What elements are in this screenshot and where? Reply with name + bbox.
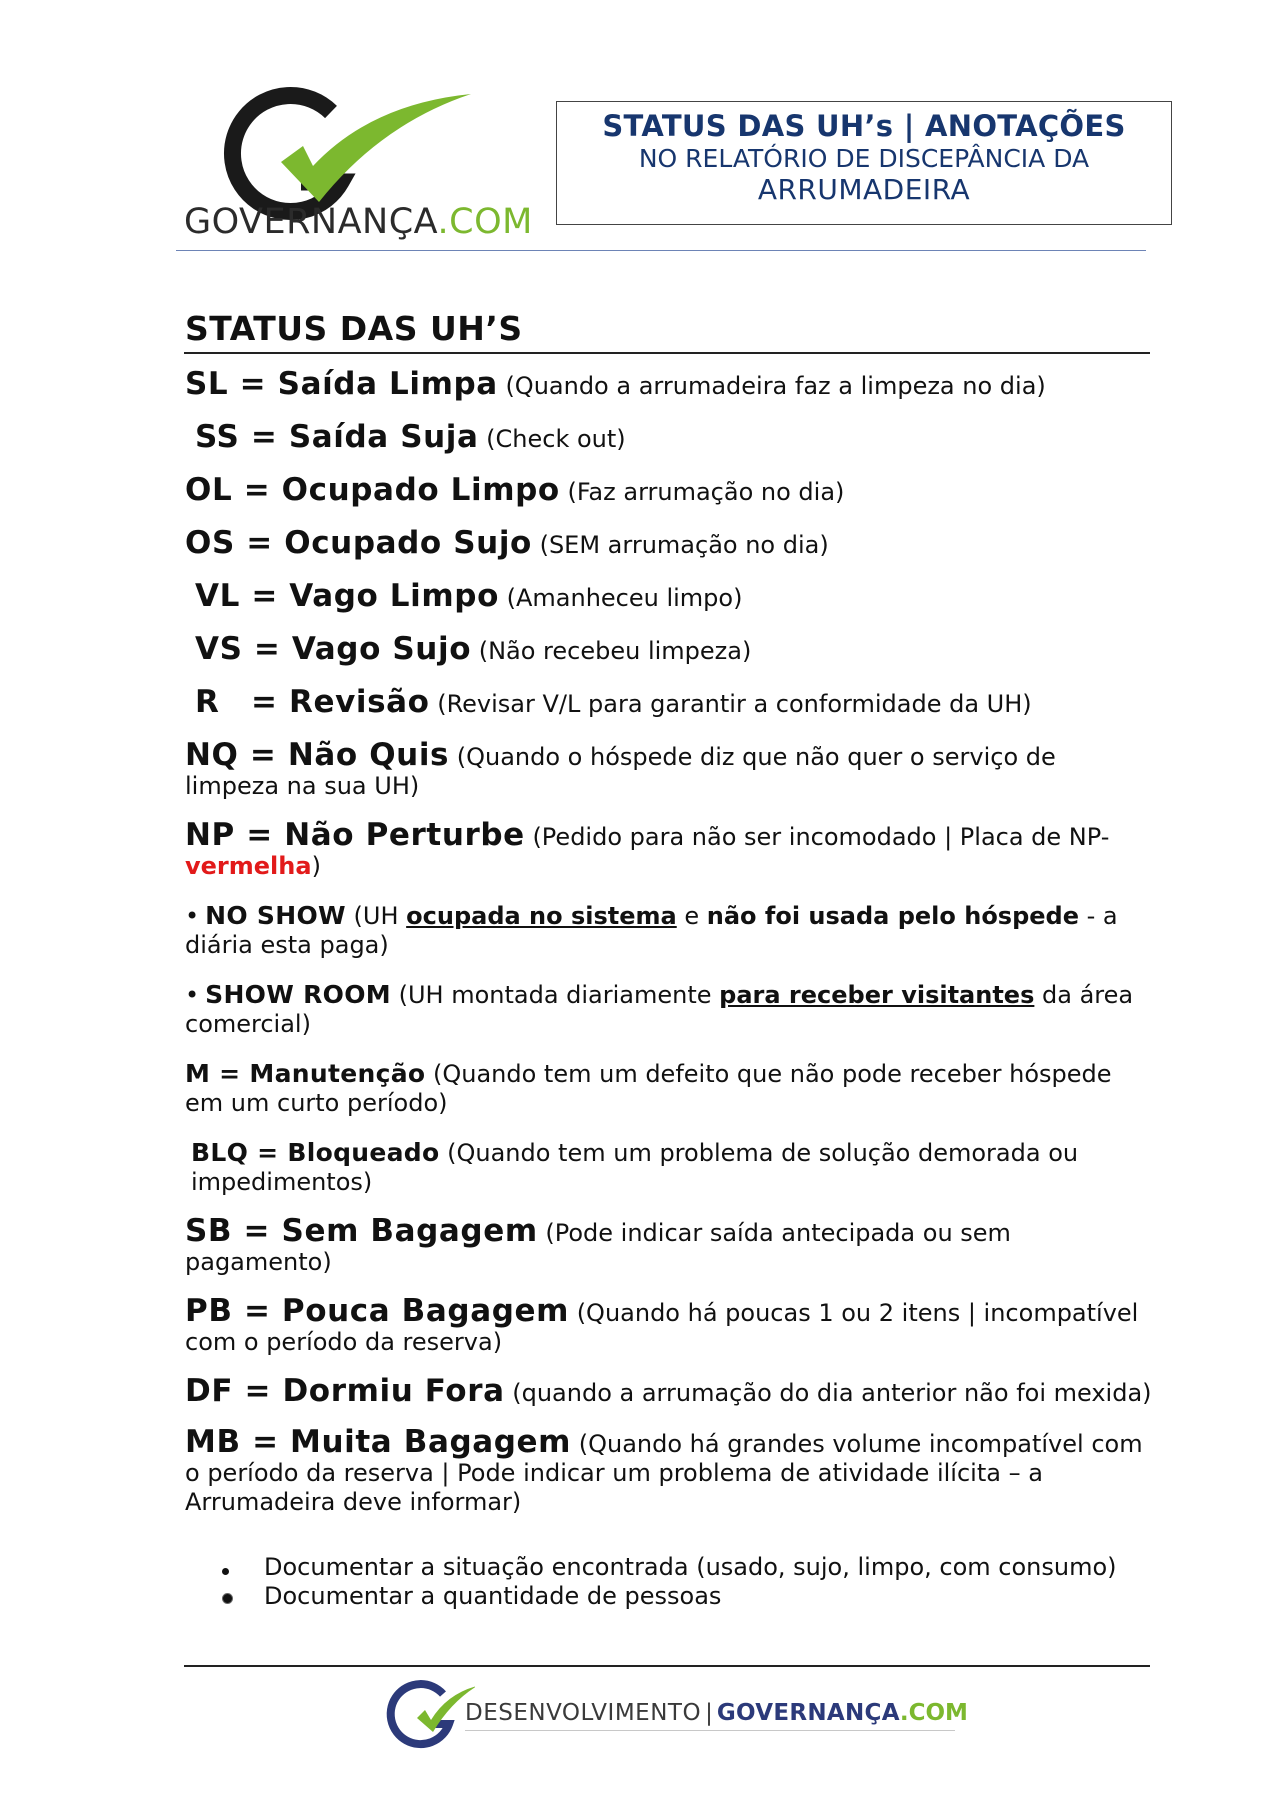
status-code: NQ = Não Quis	[185, 737, 450, 773]
status-entry-sl	[185, 366, 1155, 402]
list-item	[222, 1582, 1117, 1611]
status-desc: (Quando tem um defeito que não pode receber hóspede em um curto período)	[185, 1060, 1112, 1117]
status-code: SS = Saída Suja	[195, 419, 479, 455]
status-desc: (Pode indicar saída antecipada ou sem pagamento)	[185, 1219, 1011, 1276]
status-entry-df	[185, 1373, 1155, 1409]
status-entry-r	[185, 684, 1155, 720]
status-code: NP = Não Perturbe	[185, 817, 525, 853]
status-underline: para receber visitantes	[719, 981, 1035, 1009]
title-line-2: NO RELATÓRIO DE DISCEPÂNCIA DA	[638, 144, 1090, 173]
footer-brand	[465, 1700, 968, 1726]
header-divider	[176, 250, 1146, 251]
status-code: VS = Vago Sujo	[195, 631, 472, 667]
status-desc: e	[676, 902, 707, 930]
status-entry-np	[185, 817, 1155, 881]
status-code: SB = Sem Bagagem	[185, 1213, 538, 1249]
status-desc: (Não recebeu limpeza)	[471, 637, 752, 665]
status-entry-pb	[185, 1293, 1155, 1357]
status-entry-nq	[185, 737, 1155, 801]
note-text: Documentar a quantidade de pessoas	[264, 1582, 722, 1610]
list-item	[222, 1553, 1117, 1582]
status-underline: ocupada no sistema	[406, 902, 677, 930]
section-title: STATUS DAS UH’S	[185, 309, 523, 348]
status-desc: (Amanheceu limpo)	[498, 584, 743, 612]
status-desc: (Quando há poucas 1 ou 2 itens | incompatível com o período da reserva)	[185, 1299, 1139, 1356]
status-code: MB = Muita Bagagem	[185, 1424, 572, 1460]
footer-part-1: DESENVOLVIMENTO	[465, 1700, 702, 1726]
status-code: BLQ = Bloqueado	[191, 1138, 440, 1167]
status-desc: (UH montada diariamente	[390, 981, 720, 1009]
status-code-name: = Revisão	[251, 684, 430, 720]
status-entry-mb	[185, 1424, 1155, 1517]
status-entry-vl	[185, 578, 1155, 614]
status-desc: (Check out)	[478, 425, 626, 453]
bullet-icon: •	[185, 902, 200, 930]
logo-name: GOVERNANÇA	[184, 202, 438, 242]
status-desc: (SEM arrumação no dia)	[531, 531, 829, 559]
status-entry-vs	[185, 631, 1155, 667]
status-list	[185, 366, 1155, 1537]
status-code: PB = Pouca Bagagem	[185, 1293, 570, 1329]
logo-wordmark	[184, 202, 533, 242]
status-entry-sb	[185, 1213, 1155, 1277]
status-code: OL = Ocupado Limpo	[185, 472, 560, 508]
bullet-icon	[222, 1582, 264, 1611]
status-code: NO SHOW	[205, 901, 346, 930]
bullet-icon: •	[185, 981, 200, 1009]
status-code: M = Manutenção	[185, 1059, 426, 1088]
footer-divider	[184, 1665, 1150, 1667]
status-code: OS = Ocupado Sujo	[185, 525, 532, 561]
status-desc: da área comercial)	[185, 981, 1134, 1038]
status-desc: (Quando tem um problema de solução demorada ou impedimentos)	[191, 1139, 1079, 1196]
document-title-box	[556, 101, 1172, 225]
bullet-icon	[222, 1553, 264, 1582]
status-desc: - a diária esta paga)	[185, 902, 1118, 959]
status-desc: (Revisar V/L para garantir a conformidade da UH)	[429, 690, 1032, 718]
status-code: SHOW ROOM	[205, 980, 391, 1009]
status-entry-ol	[185, 472, 1155, 508]
status-desc: (Quando a arrumadeira faz a limpeza no dia)	[497, 372, 1046, 400]
status-desc: (quando a arrumação do dia anterior não foi mexida)	[504, 1379, 1152, 1407]
status-desc: (Pedido para não ser incomodado | Placa de NP-	[524, 823, 1110, 851]
footer-separator: |	[705, 1700, 713, 1726]
status-entry-no-show	[185, 901, 1155, 960]
status-entry-ss	[185, 419, 1155, 455]
status-entry-m	[185, 1059, 1155, 1118]
status-code: DF = Dormiu Fora	[185, 1373, 505, 1409]
logo-domain: .COM	[437, 202, 533, 242]
status-highlight: vermelha	[185, 852, 312, 880]
note-text: Documentar a situação encontrada (usado, sujo, limpo, com consumo)	[264, 1553, 1117, 1581]
status-desc-end: )	[311, 852, 321, 880]
title-line-3: ARRUMADEIRA	[757, 173, 971, 206]
status-entry-show-room	[185, 980, 1155, 1039]
status-code: R	[195, 684, 220, 720]
title-line-1: STATUS DAS UH’s | ANOTAÇÕES	[602, 109, 1126, 143]
footer-underline	[465, 1730, 955, 1731]
status-desc: (UH	[345, 902, 407, 930]
status-desc: (Quando o hóspede diz que não quer o serviço de limpeza na sua UH)	[185, 743, 1056, 800]
section-divider	[184, 352, 1150, 354]
status-bold: não foi usada pelo hóspede	[706, 902, 1079, 930]
footer-part-2: GOVERNANÇA	[716, 1700, 900, 1726]
status-entry-blq	[185, 1138, 1155, 1197]
status-desc: (Quando há grandes volume incompatível com o período da reserva | Pode indicar um problema de atividade ilícita – a Arrumadeira deve informar)	[185, 1430, 1143, 1516]
notes-list	[222, 1553, 1117, 1611]
status-entry-os	[185, 525, 1155, 561]
status-code: SL = Saída Limpa	[185, 366, 498, 402]
status-desc: (Faz arrumação no dia)	[559, 478, 845, 506]
status-code: VL = Vago Limpo	[195, 578, 499, 614]
footer-part-3: .COM	[899, 1700, 968, 1726]
footer-logo-icon	[385, 1672, 475, 1752]
